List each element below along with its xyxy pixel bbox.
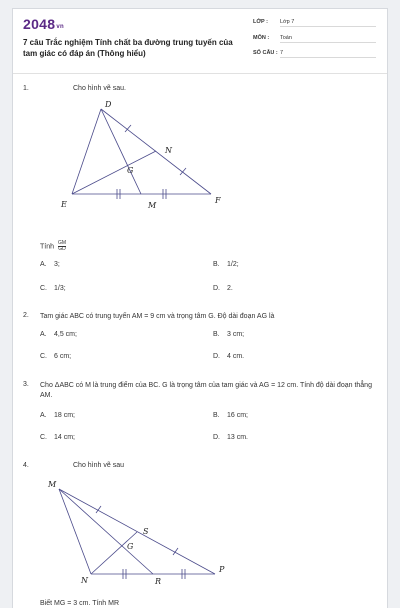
- site-logo[interactable]: [23, 16, 64, 32]
- option-text: 4,5 cm;: [54, 331, 77, 338]
- q3-option-b[interactable]: [213, 412, 248, 419]
- label-s: S: [143, 527, 149, 536]
- label-e: E: [61, 200, 67, 209]
- question-1-text: Cho hình vẽ sau.: [73, 85, 126, 92]
- q2-option-d[interactable]: [213, 353, 244, 360]
- count-value: 7: [280, 50, 376, 58]
- q3-option-a[interactable]: [40, 412, 75, 419]
- grade-row: [253, 19, 376, 27]
- edge-mn: [59, 489, 91, 574]
- question-1-number: 1.: [23, 85, 29, 92]
- q1-option-d[interactable]: [213, 285, 233, 292]
- question-4-text: Cho hình vẽ sau: [73, 462, 124, 469]
- label-r: R: [155, 577, 162, 586]
- fraction-numerator: GM: [57, 240, 67, 246]
- option-text: 16 cm;: [227, 412, 249, 419]
- question-3-number: 3.: [23, 381, 29, 388]
- logo-suffix: vn: [56, 24, 64, 30]
- option-text: 6 cm;: [54, 353, 72, 360]
- question-1-prompt: [40, 241, 66, 252]
- option-letter: C.: [40, 434, 47, 441]
- fraction-gm-gd: [58, 241, 66, 252]
- q1-option-c[interactable]: [40, 285, 66, 292]
- label-g: G: [127, 542, 134, 551]
- option-letter: D.: [213, 285, 220, 292]
- q2-option-b[interactable]: [213, 331, 244, 338]
- triangle-mnp-figure: [43, 475, 243, 587]
- label-d: D: [105, 100, 112, 109]
- option-letter: D.: [213, 353, 220, 360]
- label-n: N: [81, 576, 88, 585]
- option-text: 3 cm;: [227, 331, 245, 338]
- logo-text: 2048: [23, 16, 56, 32]
- question-2-text: Tam giác ABC có trung tuyến AM = 9 cm và trọng tâm G. Độ dài đoạn AG là: [40, 313, 275, 320]
- median-mr: [59, 489, 153, 574]
- option-letter: B.: [213, 412, 220, 419]
- q1-option-a[interactable]: [40, 261, 60, 268]
- question-3-text: Cho ΔABC có M là trung điểm của BC. G là trọng tâm của tam giác và AG = 12 cm. Tính độ dài đoạn thẳng AM.: [40, 382, 372, 399]
- median-dm: [101, 109, 141, 194]
- option-letter: B.: [213, 331, 220, 338]
- q2-option-a[interactable]: [40, 331, 77, 338]
- label-m: M: [48, 480, 57, 489]
- option-text: 4 cm.: [227, 353, 245, 360]
- q3-option-c[interactable]: [40, 434, 75, 441]
- count-label: SỐ CÂU :: [253, 50, 278, 56]
- page-title: 7 câu Trắc nghiệm Tính chất ba đường trung tuyến của tam giác có đáp án (Thông hiểu): [23, 38, 233, 58]
- edge-mp: [59, 489, 215, 574]
- option-letter: A.: [40, 261, 47, 268]
- option-text: 1/3;: [54, 285, 66, 292]
- option-text: 13 cm.: [227, 434, 249, 441]
- option-letter: A.: [40, 412, 47, 419]
- option-text: 2.: [227, 285, 233, 292]
- option-letter: A.: [40, 331, 47, 338]
- worksheet: [12, 8, 388, 608]
- question-4-cut-text: Biết MG = 3 cm. Tính MR: [40, 600, 120, 607]
- question-2-number: 2.: [23, 312, 29, 319]
- option-text: 14 cm;: [54, 434, 76, 441]
- label-f: F: [215, 196, 221, 205]
- subject-value: Toán: [280, 35, 376, 43]
- label-m: M: [148, 201, 157, 210]
- option-letter: C.: [40, 353, 47, 360]
- header-divider: [13, 73, 388, 74]
- count-row: [253, 50, 376, 58]
- option-text: 18 cm;: [54, 412, 76, 419]
- header: [13, 9, 388, 71]
- grade-label: LỚP :: [253, 19, 268, 25]
- option-text: 3;: [54, 261, 60, 268]
- triangle-def-figure: [53, 97, 233, 217]
- fraction-denominator: GD: [58, 246, 66, 252]
- option-letter: B.: [213, 261, 220, 268]
- option-text: 1/2;: [227, 261, 239, 268]
- label-p: P: [219, 565, 225, 574]
- edge-df: [101, 109, 211, 194]
- question-4-number: 4.: [23, 462, 29, 469]
- q1-option-b[interactable]: [213, 261, 239, 268]
- q3-option-d[interactable]: [213, 434, 248, 441]
- grade-value: Lớp 7: [280, 19, 376, 27]
- option-letter: D.: [213, 434, 220, 441]
- q2-option-c[interactable]: [40, 353, 71, 360]
- label-n: N: [165, 146, 172, 155]
- label-g: G: [127, 166, 134, 175]
- subject-label: MÔN :: [253, 35, 270, 41]
- option-letter: C.: [40, 285, 47, 292]
- subject-row: [253, 35, 376, 43]
- prompt-text: Tính: [40, 243, 55, 251]
